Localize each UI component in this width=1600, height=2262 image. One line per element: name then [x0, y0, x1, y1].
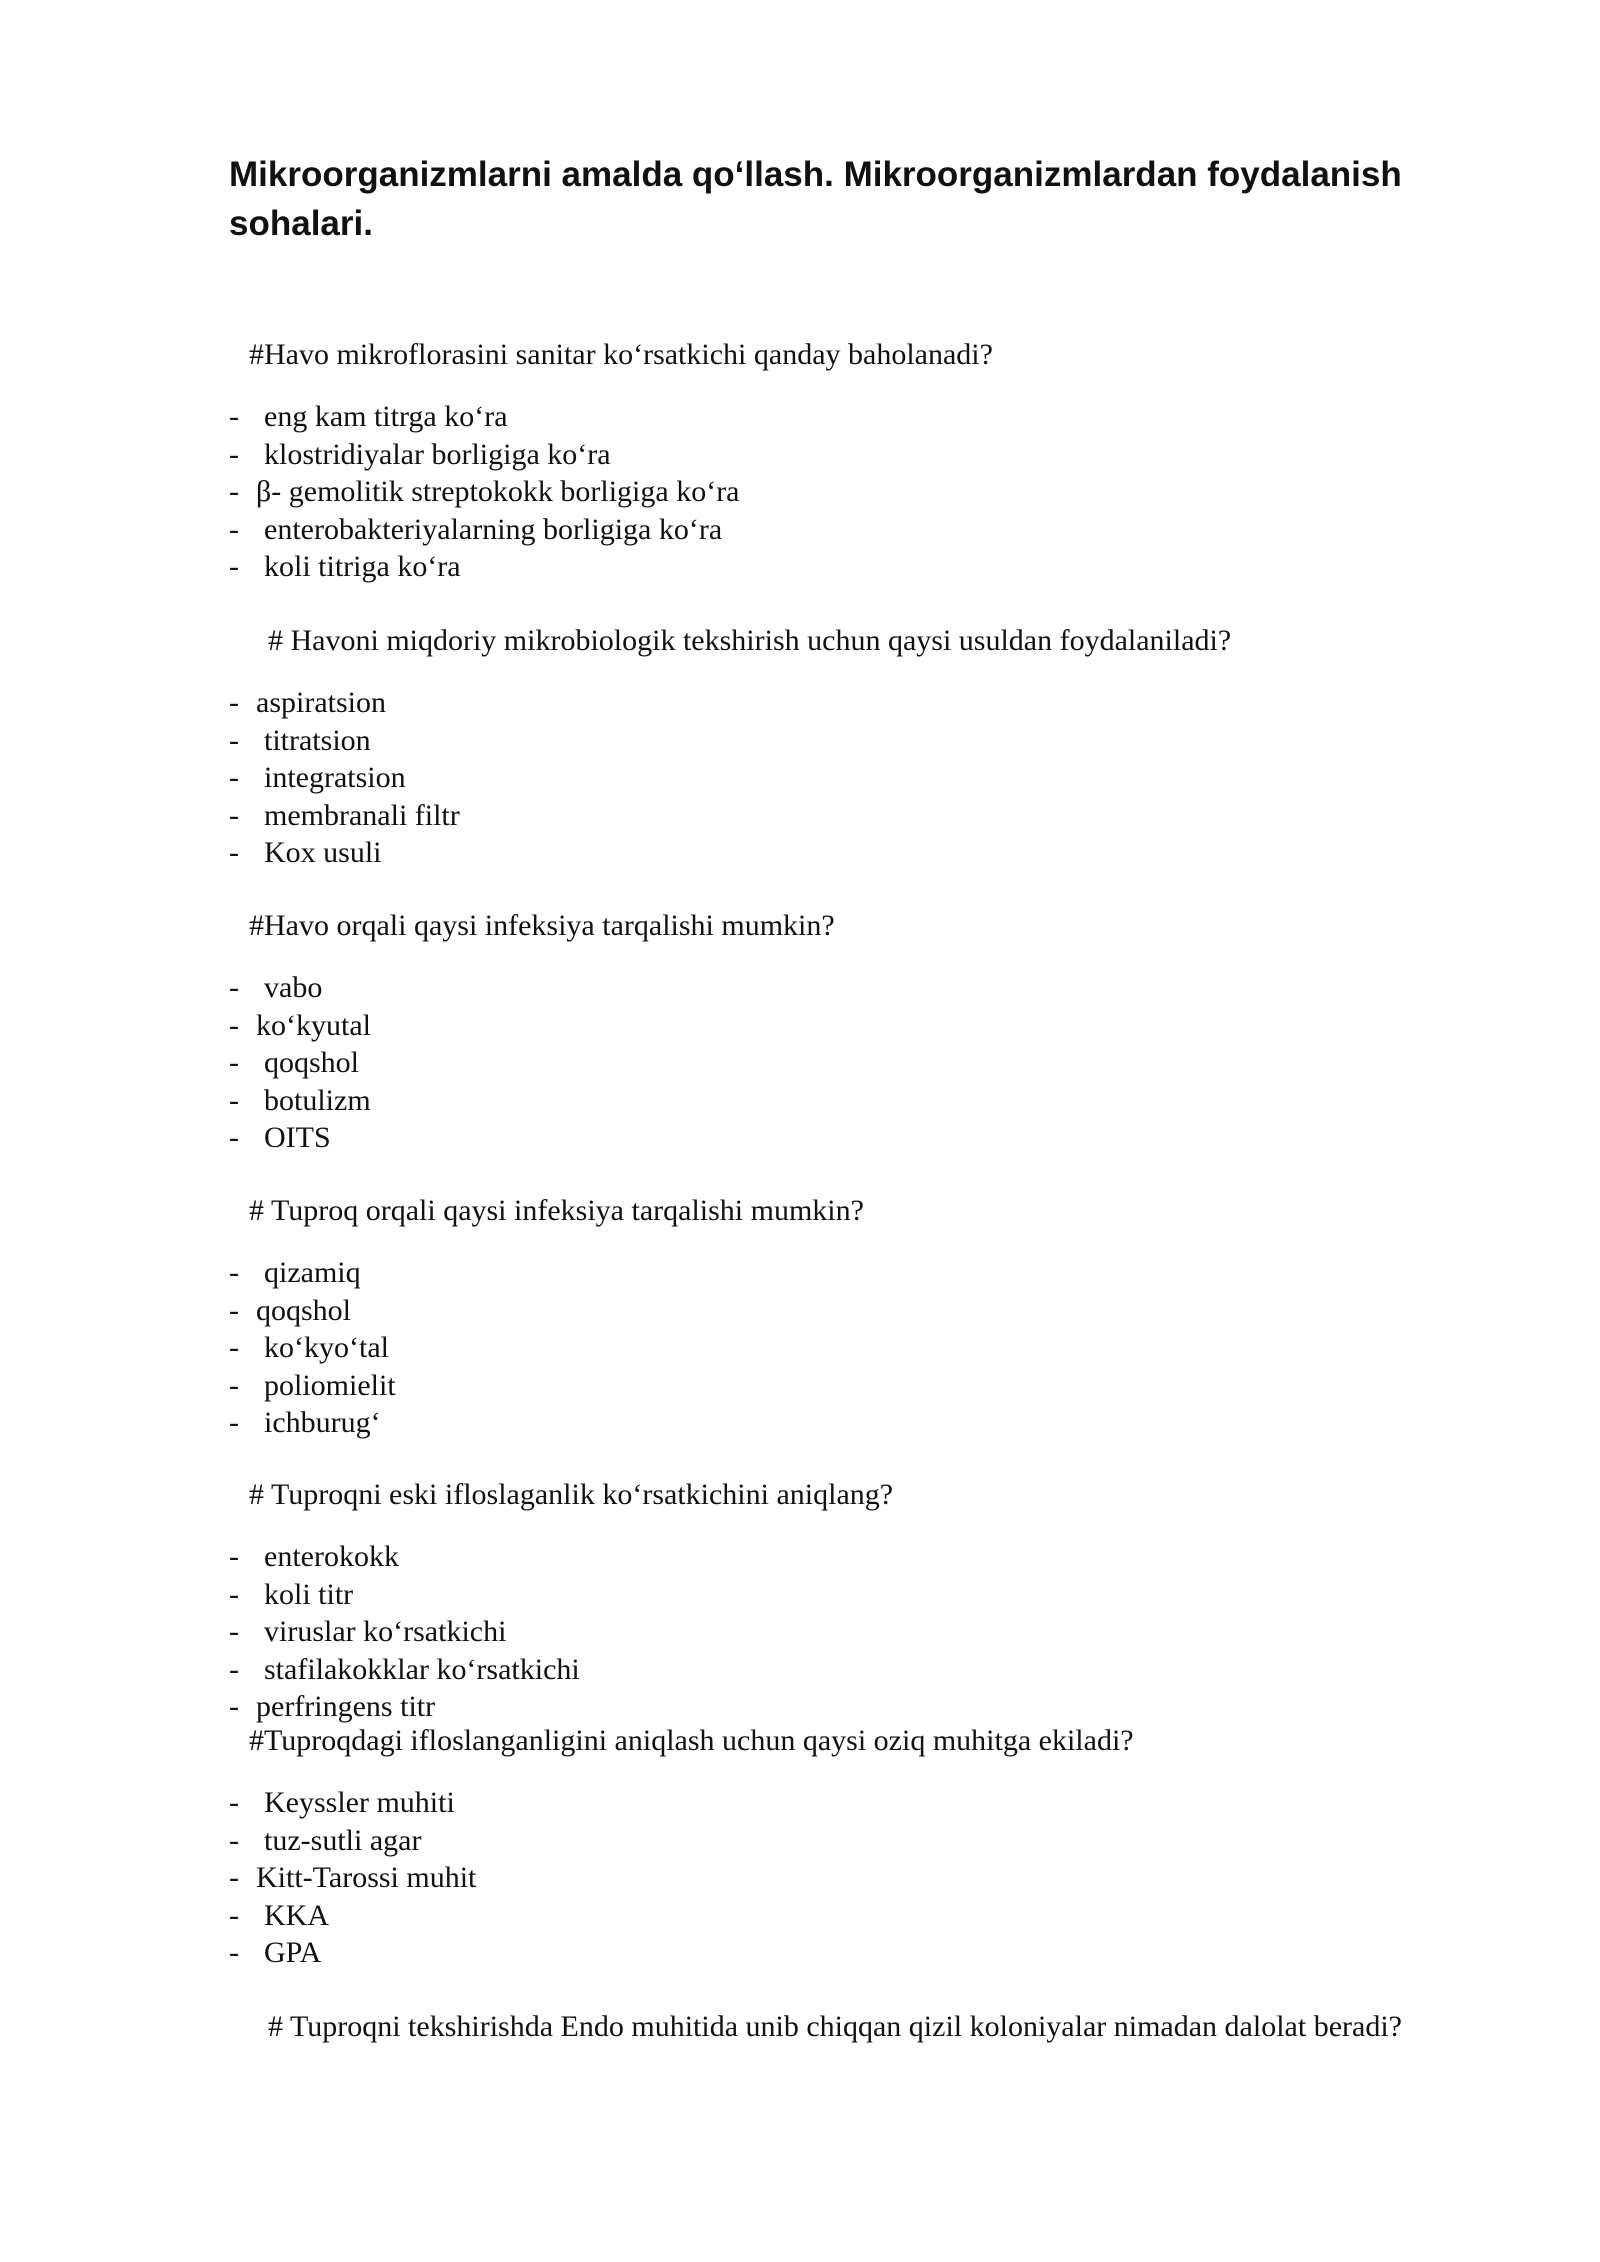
- question-3: #Havo orqali qaysi infeksiya tarqalishi mumkin?: [249, 909, 835, 942]
- option: - koli titr: [229, 1577, 354, 1611]
- option: - Kitt-Tarossi muhit: [229, 1861, 477, 1894]
- option: - β- gemolitik streptokokk borligiga ko‘ra: [229, 475, 740, 508]
- option: - titratsion: [229, 723, 371, 757]
- options-list-6: [229, 1784, 476, 1972]
- question-4: # Tuproq orqali qaysi infeksiya tarqalishi mumkin?: [249, 1194, 864, 1227]
- option: - ichburug‘: [229, 1406, 381, 1439]
- option: - GPA: [229, 1936, 322, 1969]
- options-list-3: [229, 969, 371, 1157]
- options-list-4: [229, 1254, 396, 1442]
- option: - membranali filtr: [229, 798, 460, 832]
- options-list-1: [229, 398, 740, 586]
- options-list-2: [229, 684, 460, 872]
- document-title: Mikroorganizmlarni amalda qo‘llash. Mikroorganizmlardan foydalanish sohalari.: [229, 155, 1402, 243]
- option: - integratsion: [229, 761, 406, 794]
- option: - tuz-sutli agar: [229, 1823, 422, 1857]
- option: - Kox usuli: [229, 836, 382, 869]
- option: - stafilakokklar ko‘rsatkichi: [229, 1652, 580, 1686]
- question-6: #Tuproqdagi ifloslanganligini aniqlash uchun qaysi oziq muhitga ekiladi?: [249, 1724, 1134, 1757]
- option: - enterobakteriyalarning borligiga ko‘ra: [229, 512, 723, 546]
- question-1: #Havo mikroflorasini sanitar ko‘rsatkichi qanday baholanadi?: [249, 338, 993, 371]
- option: - ko‘kyo‘tal: [229, 1331, 389, 1364]
- question-5: # Tuproqni eski ifloslaganlik ko‘rsatkichini aniqlang?: [249, 1478, 894, 1511]
- question-2: # Havoni miqdoriy mikrobiologik tekshirish uchun qaysi usuldan foydalaniladi?: [268, 624, 1232, 657]
- option: - qoqshol: [229, 1046, 360, 1079]
- option: - enterokokk: [229, 1540, 399, 1573]
- option: - qoqshol: [229, 1293, 352, 1327]
- option: - poliomielit: [229, 1368, 396, 1402]
- option: - OITS: [229, 1121, 331, 1154]
- option: - eng kam titrga ko‘ra: [229, 400, 508, 433]
- option: - qizamiq: [229, 1256, 361, 1289]
- option: - Keyssler muhiti: [229, 1786, 455, 1819]
- option: - viruslar ko‘rsatkichi: [229, 1615, 507, 1648]
- option: - botulizm: [229, 1083, 371, 1117]
- options-list-5: [229, 1538, 580, 1726]
- option: - perfringens titr: [229, 1690, 436, 1723]
- question-7: # Tuproqni tekshirishda Endo muhitida unib chiqqan qizil koloniyalar nimadan dalolat beradi?: [268, 2010, 1402, 2043]
- option: - vabo: [229, 971, 323, 1004]
- option: - KKA: [229, 1898, 329, 1932]
- option: - ko‘kyutal: [229, 1008, 371, 1042]
- option: - koli titriga ko‘ra: [229, 550, 461, 583]
- option: - klostridiyalar borligiga ko‘ra: [229, 437, 611, 471]
- option: - aspiratsion: [229, 686, 386, 719]
